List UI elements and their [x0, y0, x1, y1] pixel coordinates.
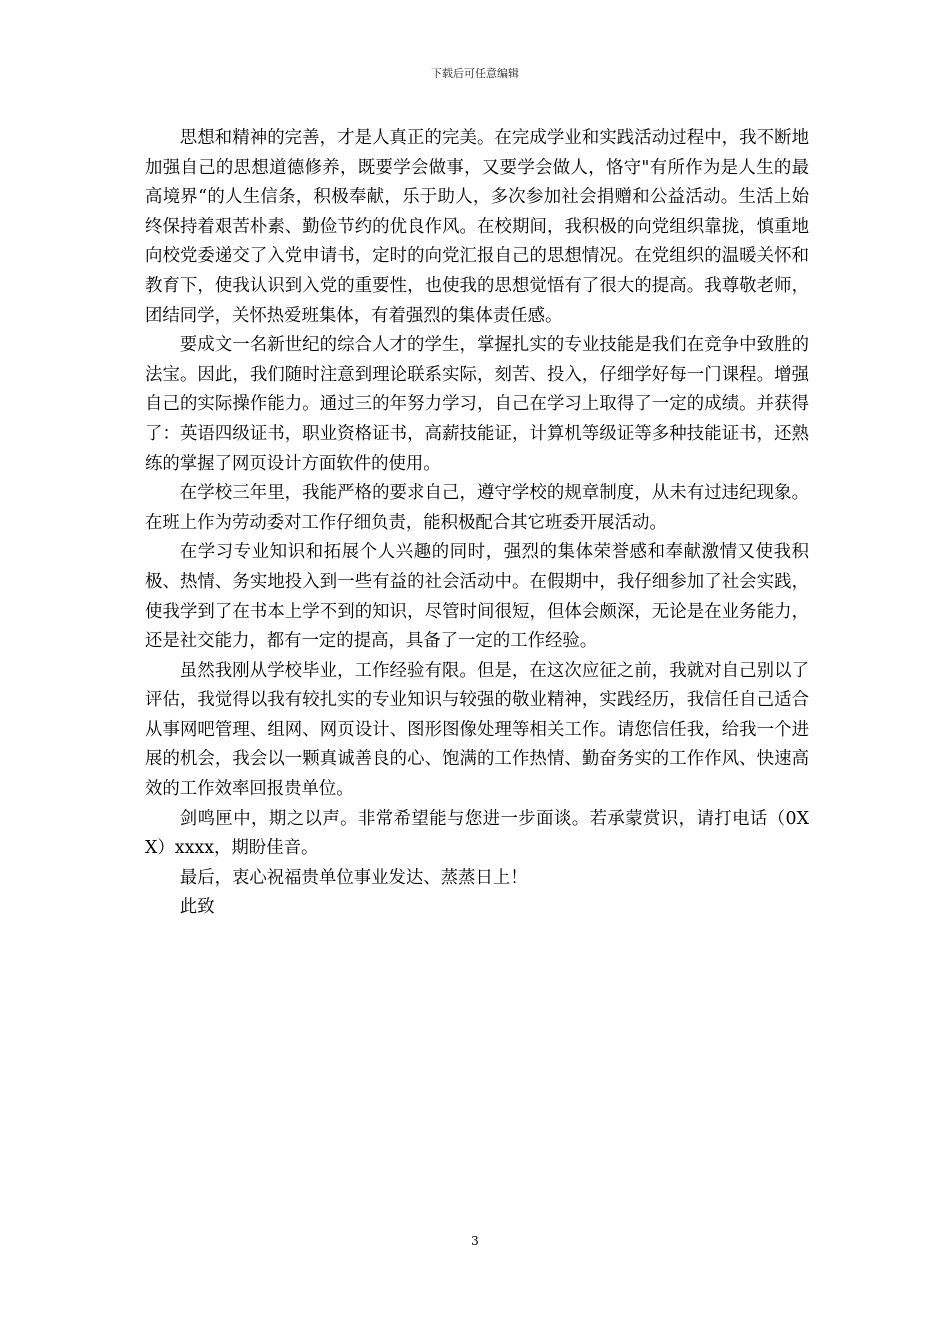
document-body — [145, 124, 809, 923]
paragraph-salutation: 此致 — [179, 897, 215, 918]
page-number: 3 — [471, 1234, 479, 1248]
paragraph-character: 思想和精神的完善，才是人真正的完美。在完成学业和实践活动过程中，我不断地加强自己的思想道德修养，既要学会做事，又要学会做人，恪守"有所作为是人生的最高境界“的人生信条，积极奉献，乐于助人，多次参加社会捐赠和公益活动。生活上始终保持着艰苦朴素、勤俭节约的优良作风。在校期间，我积极的向党组织靠拢，慎重地向校党委递交了入党申请书，定时的向党汇报自己的思想情况。在党组织的温暖关怀和教育下，使我认识到入党的重要性，也使我的思想觉悟有了很大的提高。我尊敬老师，团结同学，关怀热爱班集体，有着强烈的集体责任感。 — [145, 128, 809, 326]
paragraph-social-practice: 在学习专业知识和拓展个人兴趣的同时，强烈的集体荣誉感和奉献激情又使我积极、热情、务实地投入到一些有益的社会活动中。在假期中，我仔细参加了社会实践，使我学到了在书本上学不到的知识，尽管时间很短，但体会颇深，无论是在业务能力，还是社交能力，都有一定的提高，具备了一定的工作经验。 — [145, 542, 809, 652]
paragraph-closing-wish: 最后，衷心祝福贵单位事业发达、蒸蒸日上！ — [179, 867, 528, 888]
paragraph-skills: 要成文一名新世纪的综合人才的学生，掌握扎实的专业技能是我们在竞争中致胜的法宝。因此，我们随时注意到理论联系实际，刻苦、投入，仔细学好每一门课程。增强自己的实际操作能力。通过三的年努力学习，自己在学习上取得了一定的成绩。并获得了：英语四级证书，职业资格证书，高薪技能证，计算机等级证等多种技能证书，还熟练的掌握了网页设计方面软件的使用。 — [145, 335, 809, 474]
paragraph-self-assessment: 虽然我刚从学校毕业，工作经验有限。但是，在这次应征之前，我就对自己别以了评估，我觉得以我有较扎实的专业知识与较强的敬业精神，实践经历，我信任自己适合从事网吧管理、组网、网页设计、图形图像处理等相关工作。请您信任我，给我一个进展的机会，我会以一颗真诚善良的心、饱满的工作热情、勤奋务实的工作作风、快速高效的工作效率回报贵单位。 — [145, 660, 809, 800]
page-header: 下载后可任意编辑 — [431, 67, 519, 80]
paragraph-discipline: 在学校三年里，我能严格的要求自己，遵守学校的规章制度，从未有过违纪现象。在班上作为劳动委对工作仔细负责，能积极配合其它班委开展活动。 — [145, 483, 809, 533]
paragraph-contact: 剑鸣匣中，期之以声。非常希望能与您进一步面谈。若承蒙赏识，请打电话（0XX）xxxx，期盼佳音。 — [145, 808, 809, 859]
